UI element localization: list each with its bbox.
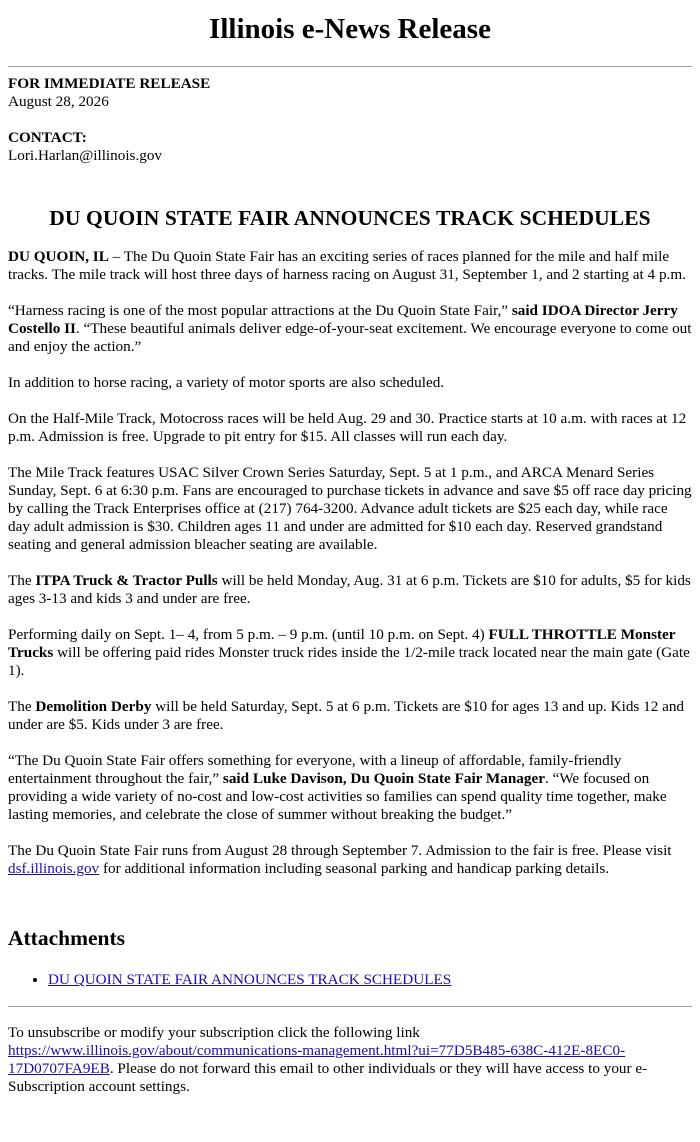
release-date: August 28, 2026 (8, 93, 109, 110)
list-item (48, 971, 692, 989)
article-paragraph-2 (8, 302, 692, 356)
attachments-list (8, 971, 692, 989)
release-label: FOR IMMEDIATE RELEASE (8, 75, 211, 92)
paragraph-text: Performing daily on Sept. 1– 4, from 5 p.m. – 9 p.m. (until 10 p.m. on Sept. 4) (8, 626, 489, 643)
contact-email: Lori.Harlan@illinois.gov (8, 147, 163, 164)
quote-speaker: said IDOA Director Jerry Costello II (8, 302, 678, 337)
dateline: DU QUOIN, IL (8, 248, 109, 265)
footer-text: To unsubscribe or modify your subscription click the following link (8, 1024, 420, 1041)
unsubscribe-notice (8, 1024, 692, 1096)
attachments-heading: Attachments (8, 926, 126, 950)
contact-label: CONTACT: (8, 129, 87, 146)
paragraph-text: The Du Quoin State Fair runs from August 28 through September 7. Admission to the fair is free. Please visit (8, 842, 672, 859)
article-headline: DU QUOIN STATE FAIR ANNOUNCES TRACK SCHEDULES (49, 206, 651, 230)
article-paragraph-7 (8, 626, 692, 680)
paragraph-text: for additional information including seasonal parking and handicap parking details. (99, 860, 610, 877)
paragraph-text: – The Du Quoin State Fair has an exciting series of races planned for the mile and half mile tracks. The mile track will host three days of harness racing on August 31, September 1, and 2 starting at 4 p.m. (8, 248, 686, 283)
article-paragraph-1 (8, 248, 692, 284)
event-name: FULL THROTTLE Monster Trucks (8, 626, 676, 661)
quote-text: . “These beautiful animals deliver edge-of-your-seat excitement. We encourage everyone to come out and enjoy the action.” (8, 320, 692, 355)
paragraph-text: The (8, 698, 36, 715)
article-paragraph-10 (8, 842, 692, 878)
attachment-link[interactable]: DU QUOIN STATE FAIR ANNOUNCES TRACK SCHEDULES (48, 971, 452, 988)
bottom-divider (8, 1006, 692, 1007)
event-name: ITPA Truck & Tractor Pulls (35, 572, 218, 589)
article-paragraph-6 (8, 572, 692, 608)
article-paragraph-4: On the Half-Mile Track, Motocross races will be held Aug. 29 and 30. Practice starts at 10 a.m. with races at 12 p.m. Admission is free. Upgrade to pit entry for $15. All classes will run each day. (8, 410, 687, 445)
article-paragraph-5: The Mile Track features USAC Silver Crown Series Saturday, Sept. 5 at 1 p.m., and ARCA Menard Series Sunday, Sept. 6 at 6:30 p.m. Fans are encouraged to purchase tickets in advance and save $5 off race day pricing by calling the Track Enterprises office at (217) 764-3200. Advance adult tickets are $25 each day, while race day adult admission is $30. Children ages 11 and under are admitted for $10 each day. Reserved grandstand seating and general admission bleacher seating are available. (8, 464, 692, 553)
quote-text: “The Du Quoin State Fair offers something for everyone, with a lineup of affordable, family-friendly entertainment throughout the fair,” (8, 752, 622, 787)
quote-text: . “We focused on providing a wide variety of no-cost and low-cost activities so families can spend quality time together, make lasting memories, and celebrate the close of summer without breaking the budget.” (8, 770, 667, 823)
paragraph-text: will be held Saturday, Sept. 5 at 6 p.m. Tickets are $10 for ages 13 and up. Kids 12 and under are $5. Kids under 3 are free. (8, 698, 685, 733)
paragraph-text: will be offering paid rides Monster truck rides inside the 1/2-mile track located near the main gate (Gate 1). (8, 644, 690, 679)
article-paragraph-9 (8, 752, 692, 824)
paragraph-text: The (8, 572, 36, 589)
paragraph-text: will be held Monday, Aug. 31 at 6 p.m. Tickets are $10 for adults, $5 for kids ages 3-13 and kids 3 and under are free. (8, 572, 691, 607)
event-name: Demolition Derby (35, 698, 152, 715)
quote-text: “Harness racing is one of the most popular attractions at the Du Quoin State Fair,” (8, 302, 512, 319)
quote-speaker: said Luke Davison, Du Quoin State Fair Manager (222, 770, 545, 787)
page-title: Illinois e-News Release (209, 13, 491, 45)
article-paragraph-8 (8, 698, 692, 734)
footer-text: . Please do not forward this email to other individuals or they will have access to your e-Subscription account settings. (8, 1060, 648, 1095)
unsubscribe-link[interactable]: https://www.illinois.gov/about/communications-management.html?ui=77D5B485-638C-412E-8EC0-17D0707FA9EB (8, 1042, 626, 1077)
fair-website-link[interactable]: dsf.illinois.gov (8, 860, 100, 877)
contact-info (8, 129, 692, 165)
article-paragraph-3: In addition to horse racing, a variety of motor sports are also scheduled. (8, 374, 445, 391)
release-info (8, 75, 692, 111)
top-divider (8, 66, 692, 67)
